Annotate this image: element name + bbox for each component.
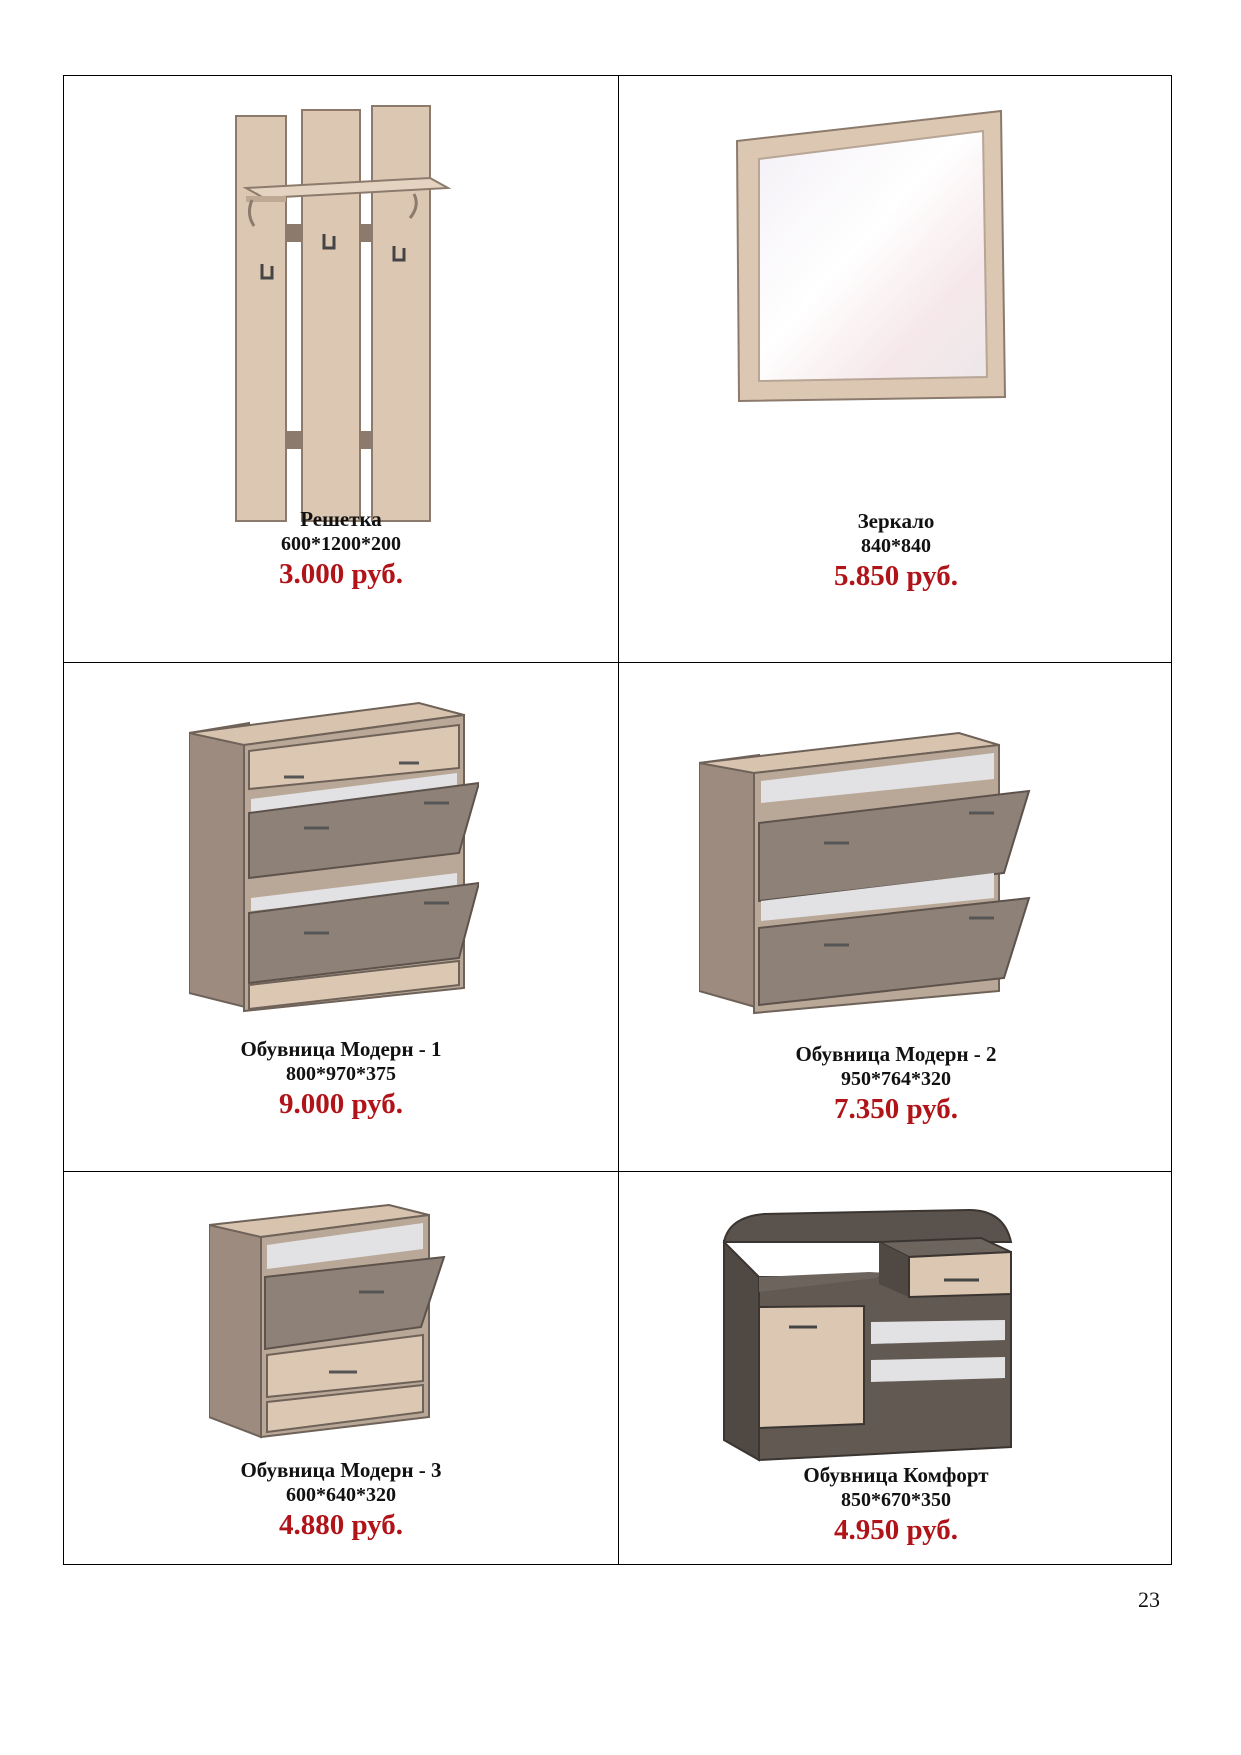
shoe-cabinet-comfort-image — [719, 1202, 1059, 1467]
product-name: Обувница Комфорт — [803, 1463, 989, 1487]
product-dimensions: 600*1200*200 — [281, 533, 401, 555]
product-caption — [619, 1462, 1173, 1548]
product-cell — [64, 663, 618, 1171]
product-cell — [619, 76, 1173, 662]
product-name: Обувница Модерн - 3 — [240, 1458, 442, 1482]
product-price: 7.350 руб. — [833, 1093, 959, 1125]
shoe-cabinet-modern-3-image — [209, 1197, 459, 1447]
product-caption — [64, 1036, 618, 1122]
product-dimensions: 840*840 — [861, 535, 931, 557]
coat-rack-image — [224, 96, 454, 536]
product-name: Решетка — [300, 507, 382, 531]
product-price: 9.000 руб. — [278, 1088, 404, 1120]
product-table — [63, 75, 1172, 1565]
product-price: 4.950 руб. — [833, 1514, 959, 1546]
product-dimensions: 800*970*375 — [286, 1063, 396, 1085]
product-name: Обувница Модерн - 1 — [240, 1037, 442, 1061]
product-cell — [619, 663, 1173, 1171]
product-name: Зеркало — [857, 509, 935, 533]
product-dimensions: 850*670*350 — [841, 1489, 951, 1511]
product-name: Обувница Модерн - 2 — [795, 1042, 997, 1066]
mirror-image — [729, 101, 1029, 441]
product-price: 3.000 руб. — [278, 558, 404, 590]
product-price: 4.880 руб. — [278, 1509, 404, 1541]
shoe-cabinet-modern-2-image — [699, 723, 1039, 1023]
product-cell — [64, 1172, 618, 1565]
product-cell — [64, 76, 618, 662]
product-caption — [64, 1457, 618, 1543]
product-caption — [619, 508, 1173, 594]
product-cell — [619, 1172, 1173, 1565]
product-caption — [64, 506, 618, 592]
product-dimensions: 950*764*320 — [841, 1068, 951, 1090]
page-number: 23 — [1138, 1587, 1160, 1612]
shoe-cabinet-modern-1-image — [189, 693, 479, 1023]
product-dimensions: 600*640*320 — [286, 1484, 396, 1506]
product-caption — [619, 1041, 1173, 1127]
product-price: 5.850 руб. — [833, 560, 959, 592]
